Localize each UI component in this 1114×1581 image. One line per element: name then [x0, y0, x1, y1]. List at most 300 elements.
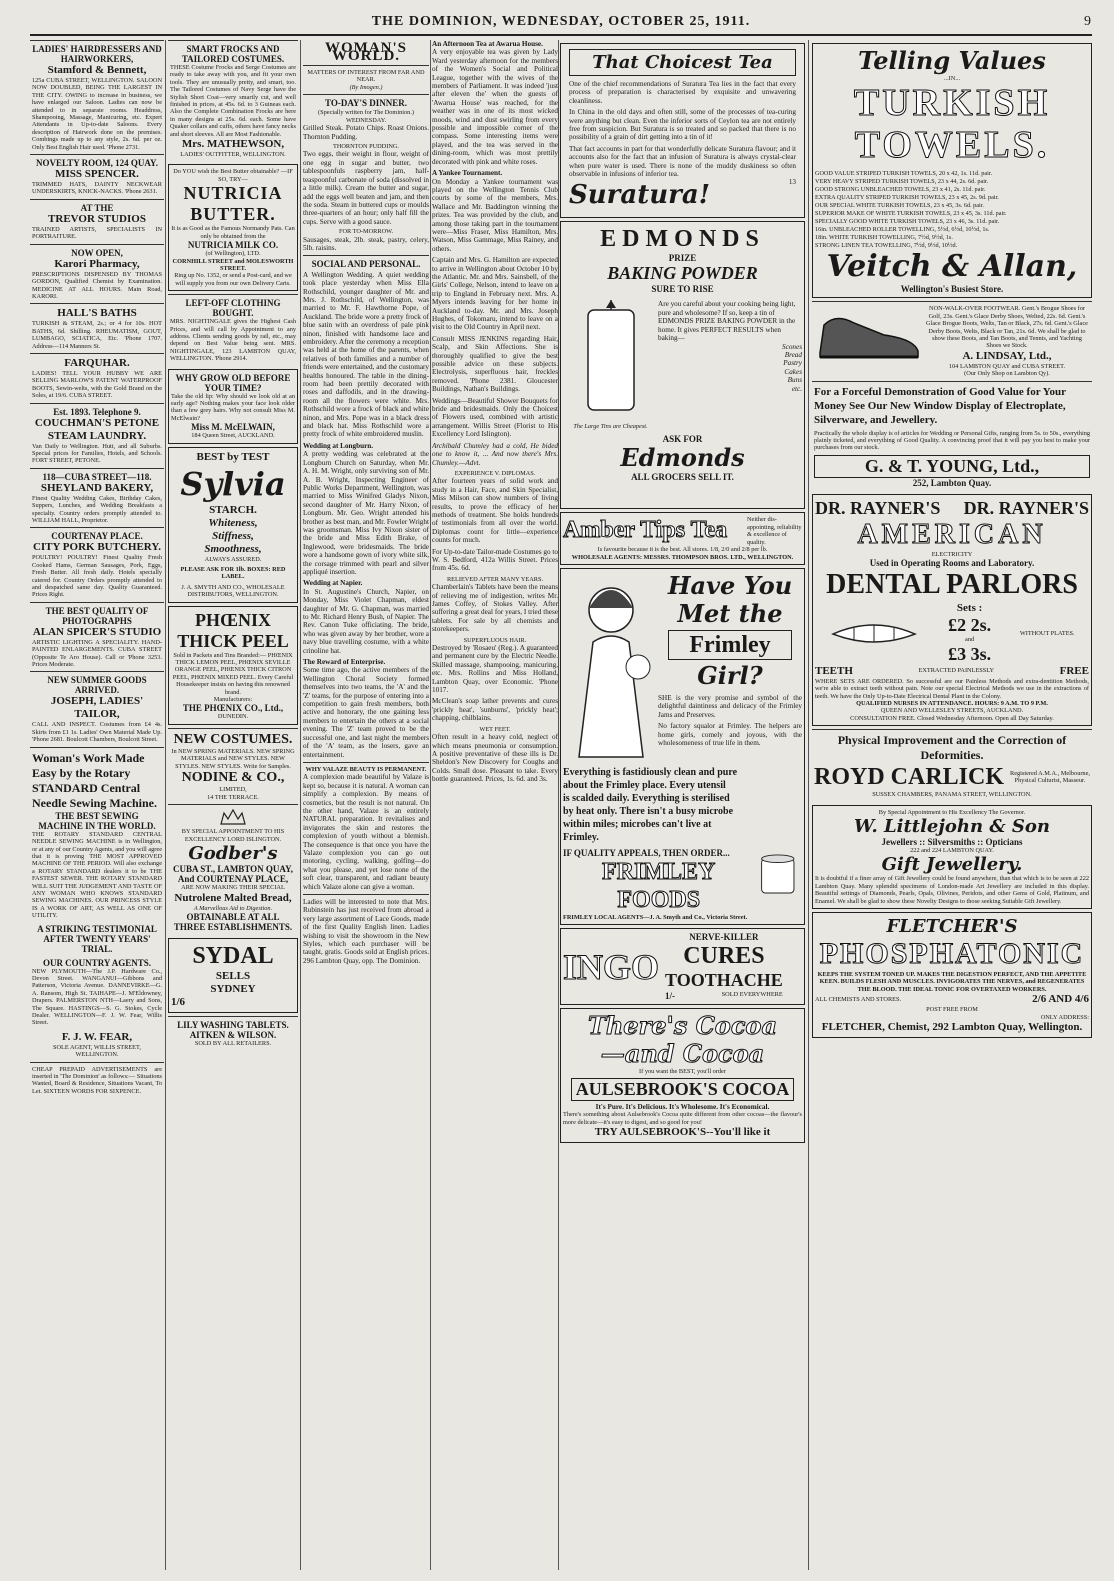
sylvia-line-1: Whiteness,	[208, 516, 258, 529]
amber-side: Neither dis-appointing, reliability & excellence of quality.	[747, 516, 802, 546]
ingo-tooth: TOOTHACHE	[665, 970, 783, 991]
sylvia-starch-ad	[168, 447, 298, 603]
fletcher-only: ONLY ADDRESS:	[1040, 1013, 1089, 1021]
towel-price-item: GOOD STRONG UNBLEACHED TOWELS, 23 x 41, 2s. 11d. pair.	[815, 186, 986, 194]
tomorrow-body: Sausages, steak, 2lb. steak, pastry, celery, 5lb. raisins.	[303, 235, 429, 252]
relieved-title: RELIEVED AFTER MANY YEARS.	[446, 575, 544, 583]
frimley-banner-4: by heat only. There isn't a busy microbe	[563, 805, 734, 817]
edmonds-item: Scones	[782, 342, 802, 351]
column-rule	[165, 40, 166, 1570]
column-rule	[808, 40, 809, 1570]
awarua-body: A very enjoyable tea was given by Lady Ward yesterday afternoon for the members of the Women's Social and Political League, together with the wives of the members of Parliament. It was indeed 'just after eleven the' when the guests of 'Awarua House' was reached, for the weather was in one of its most wicked moods, wind and dust swirling from every possible and impossible corner of the compass. Some interesting items were played, and the tea was served in the dining-room, which was most prettily decorated with pink and white roses.	[432, 48, 558, 166]
classified-ad-body: CALL AND INSPECT. Costumes from £4 4s. Skirts from £1 1s. Ladies' Own Material Made Up. 'Phone 2681. Boulcott Chambers, Boulcott Street.	[32, 721, 162, 744]
napier-title: Wedding at Napier.	[303, 579, 363, 588]
rayner-and: and	[965, 636, 975, 644]
cocoa-line-2: —and Cocoa	[600, 1039, 765, 1069]
frimley-banner-3: is scalded daily. Everything is sterilised	[563, 792, 730, 804]
longburn-title: Wedding at Longburn.	[303, 441, 374, 450]
classified-ad-body: TRIMMED HATS, DAINTY NECKWEAR UNDERSKIRTS, KNICK-NACKS. 'Phone 2631.	[32, 181, 162, 196]
littlejohn-trades: Jewellers :: Silversmiths :: Opticians	[881, 836, 1023, 847]
sylvia-line-2: Stiffness,	[212, 529, 254, 542]
towel-price-item: SUPERIOR MAKE OF WHITE TURKISH TOWELS, 23 x 45, 3s. 11d. pair.	[815, 210, 1007, 218]
social-body: A Wellington Wedding. A quiet wedding took place yesterday when Miss Ella Rothschild, younger daughter of Mr. and Mrs. J. Rothschild, of Wellington, was married to Mr. F. Hawthorne Pope, of Auckland. The bride wore a pretty frock of blue satin with an overdress of pale pink ninon, finished with handsome lace and embroidery. After the ceremony a reception was held at the home of the parents, when relatives of both families and a number of friends were entertained, and the customary healths honoured. The table in the dining-room had been prettily decorated with roses and daffodils, and in the drawing-room all the flowers were white. Mrs. Rothschild wore a frock of black and white ninon, and Mrs. Pope was in a black dress and black hat. Miss Rothschild wore a pretty frock of white embroidered muslin.	[303, 270, 429, 439]
womans-world-sub: MATTERS OF INTEREST FROM FAR AND NEAR.	[307, 68, 425, 84]
classified-ad-body: Van Daily to Wellington. Hutt, and all Suburbs. Special prices for Families, Hotels, and Schools. FORT STREET, PETONE.	[32, 442, 162, 465]
valaze-body: A complexion made beautiful by Valaze is kept so, because it is natural. A woman can simplify a complexion. By means of cosmetics, but the result is not natural. On the other hand, Valaze is an entirely NATURAL preparation. It revitalises and invigorates the skin and restores the complexion of youth without a blemish. The consequence is that once you have the Valaze complexion you can go out motoring, cycling, walking, golfing—do what you please, and yet lose none of the soft clear, transparent, and radiant beauty which Valaze alone can give a woman.	[303, 773, 429, 891]
fletcher-stores: ALL CHEMISTS AND STORES.	[815, 995, 902, 1003]
nutricia-body: It is as Good as the Famous Normandy Pats. Can only be obtained from the	[171, 225, 295, 240]
jenkins-notice: Consult MISS JENKINS regarding Hair, Scalp, and Skin Affections. She is thoroughly qualified to give the best possible advice on these subjects. Electrolysis, superfluous hair, freckles removed. 'Phone 2381. Gloucester Buildings, Nathan's Buildings.	[432, 334, 558, 394]
wetfeet-title: WET FEET.	[479, 725, 511, 733]
edmonds-item: Buns	[787, 376, 802, 385]
littlejohn-name: W. Littlejohn & Son	[854, 815, 1050, 837]
mcelwain-name: Miss M. McELWAIN,	[191, 422, 275, 433]
superfluous-title: SUPERFLUOUS HAIR.	[463, 636, 527, 644]
classified-ad-title: CITY PORK BUTCHERY.	[32, 541, 162, 554]
classified-ad-sub: AT THE	[80, 202, 114, 213]
sylvia-maker: J. A. SMYTH AND CO., WHOLESALE DISTRIBUTORS, WELLINGTON.	[181, 583, 285, 599]
agents-list: NEW PLYMOUTH—The J.P. Hardware Co., Devon Street. WANGANUI—Gibbons and Patterson, Victoria Avenue. DANNEVIRKE—G. A. Ransom, High St. TAIHAPE—J. M'Eldowney, Drapers. PALMERSTON NTH—Laery and Sons, The Square. HASTINGS—S. G. Stokes, Cycle Dealer. WELLINGTON—F. J. W. Fear, Willis Street.	[32, 967, 162, 1027]
littlejohn-addr: 222 and 224 LAMBTON QUAY.	[910, 846, 994, 854]
suratura-logo: Suratura!	[569, 180, 711, 211]
superfluous-body: Destroyed by 'Rosaeu' (Reg.). A guaranteed and permanent cure by the Electric Needle. Skilled massage, shampooing, manicuring, etc. Mrs. Rollins and Miss Holland, Lambton Quay, over Economic. 'Phone 1017.	[432, 644, 558, 695]
awarua-title: An Afternoon Tea at Awarua House.	[432, 40, 543, 48]
frimley-appeal: IF QUALITY APPEALS, THEN ORDER...	[563, 847, 730, 858]
rayner-dental-ad	[812, 494, 1092, 726]
tomorrow-heading: FOR TO-MORROW.	[338, 228, 394, 236]
womans-work-title: Woman's Work Made Easy by the Rotary STANDARD Central Needle Sewing Machine.	[32, 750, 157, 810]
frimley-q2: Met the	[677, 598, 783, 628]
classified-ad-sub: COURTENAY PLACE.	[51, 531, 143, 542]
classified-ad-body: LADIES! TELL YOUR HUBBY WE ARE SELLING MARLOW'S PATENT WATERPROOF BOOTS, Sewin-welts, with the Gold Brand on the Soles, at 19/6. CUBA STREET.	[32, 369, 162, 400]
nodine-addr: 14 THE TERRACE.	[207, 793, 259, 801]
lily-tablets-ad	[168, 1016, 298, 1050]
classified-ad	[30, 199, 164, 244]
frimley-banner-5: within miles; microbes can't live at	[563, 818, 712, 830]
nutricia-co-sub: (of Wellington), LTD.	[205, 250, 261, 258]
carlick-reg: Registered A.M.A., Melbourne, Physical Culturist, Masseur.	[1010, 769, 1090, 785]
dinner-sub: (Specially written for The Dominion.)	[318, 109, 414, 117]
agents-title: OUR COUNTRY AGENTS.	[42, 957, 152, 968]
napier-body: In St. Augustine's Church, Napier, on Monday, Miss Violet Chapman, eldest daughter of Mr. G. Chapman, was married to Mr. Richard Henry Bush, of Napier. The Rev. Canon Tuke officiating. The bride, who was given away by her brother, wore a navy blue travelling costume, with a white crinoline hat.	[303, 587, 429, 655]
amber-tips-ad	[560, 512, 805, 564]
fletcher-post: POST FREE FROM	[926, 1006, 978, 1014]
edmonds-powder: BAKING POWDER	[607, 263, 758, 284]
classified-ad	[30, 602, 164, 672]
womans-work-sub: THE BEST SEWING MACHINE IN THE WORLD.	[38, 810, 156, 831]
frimley-ad	[560, 568, 805, 925]
tea-body-2: In China in the old days and often still, some of the processes of tea-curing were anything but clean. Even the inferior sorts of Ceylon tea are not entirely free from suspicion. But Suratura is so treated and so packed that there is no possibility of a grain of dirt getting into a tin of it!	[569, 108, 796, 142]
classified-ad-sub: NOW OPEN,	[71, 247, 123, 258]
littlejohn-appt: By Special Appointment to His Excellency The Governor.	[878, 808, 1026, 816]
edmonds-name: EDMONDS	[600, 226, 765, 253]
thornton-recipe: Two eggs, their weight in flour, weight of one egg in sugar and butter, two tablespoonfuls raspberry jam, half-teaspoonful carbonate of soda (dissolved in a little milk). Cream the butter and sugar, add the eggs well beaten and jam, and then the soda. Steam in buttered cups or moulds three-quarters of an hour; only half fill the cups. Serve with a good sauce.	[303, 150, 429, 226]
frimley-q3: Frimley	[668, 630, 792, 660]
grow-old-title: WHY GROW OLD BEFORE YOUR TIME?	[175, 372, 291, 393]
edmonds-items	[658, 343, 802, 393]
column-2	[168, 40, 298, 1570]
leftoff-title: LEFT-OFF CLOTHING BOUGHT.	[185, 298, 281, 319]
sylvia-always: ALWAYS ASSURED.	[204, 555, 262, 563]
towel-price-item: STRONG LINEN TEA TOWELLING, 7½d, 9½d, 10½d.	[815, 242, 958, 250]
sydal-price: 1/6	[171, 995, 186, 1008]
classified-ad-title: SHEYLAND BAKERY,	[40, 481, 154, 494]
cheap-advertisements: CHEAP PREPAID ADVERTISEMENTS are inserted in 'The Dominion' as follows:— Situations Wanted, Board & Residence, Situations Vacant, To Let. SIXTEEN WORDS FOR SIXPENCE.	[30, 1062, 164, 1099]
sydal-ad	[168, 938, 298, 1013]
nodine-ad	[168, 728, 298, 804]
carlick-head: Physical Improvement and the Correction of Deformities.	[837, 733, 1067, 763]
sylvia-pre: BEST by TEST	[196, 450, 270, 463]
amber-line: Is favourite because it is the best. All stores. 1/8, 2/0 and 2/8 per lb.	[597, 546, 768, 554]
nutricia-pre: Do YOU wish the Best Butter obtainable? —IF SO, TRY—	[173, 168, 293, 183]
lindsay-note: (Our Only Shop on Lambton Qy).	[964, 370, 1050, 378]
edmonds-item: etc.	[791, 384, 802, 393]
frimley-text: SHE is the very promise and symbol of the delightful daintiness and delicacy of the Frimley Jams and Preserves.	[658, 693, 802, 719]
thornton-heading: THORNTON PUDDING.	[332, 143, 399, 151]
amber-title: Amber Tips Tea	[563, 517, 728, 544]
fear-name: F. J. W. FEAR,	[61, 1030, 133, 1043]
ingo-cures: CURES	[683, 943, 765, 970]
sydal-title: SYDAL	[192, 942, 274, 969]
phoenix-co: THE PHŒNIX CO., Ltd.,	[182, 703, 284, 714]
towel-price-item: GOOD VALUE STRIPED TURKISH TOWELS, 20 x 42, 1s. 11d. pair.	[815, 170, 993, 178]
classified-ad-sub: THE BEST QUALITY OF PHOTOGRAPHS	[45, 605, 149, 626]
lindsay-addr: 104 LAMBTON QUAY and CUBA STREET.	[948, 362, 1066, 370]
frimley-banner-2: about the Frimley place. Every utensil	[563, 779, 726, 791]
young-firm: G. & T. YOUNG, Ltd.,	[814, 455, 1090, 478]
classified-ad-title: Karori Pharmacy,	[54, 257, 140, 270]
phoenix-makers: Manufacturers:	[213, 696, 253, 704]
ingo-price: 1/-	[665, 991, 676, 1002]
classified-ad-title: ALAN SPICER'S STUDIO	[32, 625, 162, 638]
frimley-q4: Girl?	[697, 660, 763, 690]
fletcher-body: KEEPS THE SYSTEM TONED UP. MAKES THE DIGESTION PERFECT, AND THE APPETITE KEEN. BUILDS FLESH AND MUSCLES. INVIGORATES THE NERVES, and REGENERATES THE BLOOD. THE IDEAL TONIC FOR OVERTAXED WORKERS.	[817, 970, 1087, 993]
carlick-addr: SUSSEX CHAMBERS, PANAMA STREET, WELLINGTON.	[872, 791, 1032, 799]
fletcher-head: FLETCHER'S	[886, 915, 1018, 937]
masthead-title: THE DOMINION, WEDNESDAY, OCTOBER 25, 1911.	[371, 14, 751, 29]
classified-ad-body: TURKISH & STEAM, 2s.; or 4 for 10s. HOT BATHS, 6d. Shilling. RHEUMATISM, GOUT, LUMBAGO, SCIATICA, Etc. 'Phone 1707. Address—114 Manners St.	[32, 320, 162, 350]
classified-ad	[30, 154, 164, 199]
godber-body: ARE NOW MAKING THEIR SPECIAL	[181, 884, 285, 892]
classified-ad-title: JOSEPH, LADIES' TAILOR,	[50, 695, 144, 721]
tea-body-3: That fact accounts in part for that wonderfully delicate Suratura flavour; and it accounts also for the fact that an infusion of Suratura is always crystal-clear when pure water is used. There is none of the muddy duskiness so often observable in infusions of inferior tea.	[569, 144, 796, 179]
longburn-body: A pretty wedding was celebrated at the Longburn Church on Saturday, when Mr. A. H. M. Wright, only surviving son of Mr. A. B. Wright, Inspecting Engineer of Public Works Department, Wellington, was married to Miss Winifred Gladys Nixon, second daughter of Mr. Harry Nixon, of Longburn. Mr. Geo. Wright attended his brother as best man, and Mr. Fowler Wright was groomsman. Miss Ivy Nixon sister of the bride and Miss Edith Brake, of Inglewood, were bridesmaids. The bride wore a handsome gown of ivory white silk, the corsage trimmed with pearl and silver appliqué insertion.	[303, 450, 429, 576]
rayner-h2: DR. RAYNER'S	[963, 497, 1089, 518]
dinner-day: WEDNESDAY.	[345, 116, 387, 124]
ingo-sold: SOLD EVERYWHERE	[721, 991, 783, 999]
cocoa-line-1: There's Cocoa	[588, 1011, 777, 1041]
nodine-body: In NEW SPRING MATERIALS. NEW SPRING MATERIALS and NEW STYLES. NEW STYLES. NEW STYLES. Write for Samples.	[171, 747, 295, 770]
womans-world-title: WOMAN'S WORLD.	[303, 40, 429, 66]
mclean-notice: McClean's soap lather prevents and cures 'prickly heat', 'sunburns', 'prickly heat'; chapping, chilblains.	[432, 697, 558, 723]
classified-ad-body: TRAINED ARTISTS, SPECIALISTS IN PORTRAITURE.	[32, 225, 162, 241]
edmonds-item: Cakes	[784, 367, 802, 376]
mcelwain-ad	[168, 369, 298, 444]
littlejohn-gift: Gift Jewellery.	[881, 854, 1023, 876]
womans-work-body: THE ROTARY STANDARD CENTRAL NEEDLE SEWING MACHINE is in Wellington, or at any of our Country Agents, and you will agree that it is proving THE MOST APPROVED MACHINE OF THE PERIOD. Will also exchange a ROTARY STANDARD dealers it to be THE FASTEST SEWER. THE ROTARY STANDARD WILL SUIT THE JUDGEMENT AND TASTE OF ANY WOMAN WHO KNOWS STANDARD SEWING MACHINES. OUR PRINCESS STYLE IS A WORK OF ART, AS WELL AS ONE OF UTILITY.	[32, 830, 162, 920]
aitken-name: AITKEN & WILSON.	[189, 1029, 277, 1040]
towel-price-item: 18in. WHITE TURKISH TOWELLING, 7½d, 9½d, 1s.	[815, 234, 953, 242]
sydal-sydney: SYDNEY	[210, 982, 256, 995]
valaze-title: WHY VALAZE BEAUTY IS PERMANENT.	[305, 765, 427, 773]
rayner-extracted: EXTRACTED PAINLESSLY	[918, 667, 995, 675]
young-addr: 252, Lambton Quay.	[912, 477, 992, 488]
ingo-nerve: NERVE-KILLER	[689, 932, 759, 943]
wetfeet-body: Often result in a heavy cold, neglect of which means pneumonia or consumption. A positive preventative of these ills is Dr. Sheldon's New Discovery for Coughs and Colds. Small dose. Pleasant to take. Every bottle guaranteed. Prices, 1s. 6d. and 3s.	[432, 733, 558, 784]
ingo-name: INGO	[563, 946, 660, 987]
column-6	[812, 40, 1092, 1570]
godber-title: Godber's	[188, 843, 278, 865]
tea-title: That Choicest Tea	[569, 49, 796, 76]
rayner-used: Used in Operating Rooms and Laboratory.	[869, 558, 1035, 569]
cocoa-try: TRY AULSEBROOK'S--You'll like it	[594, 1125, 771, 1138]
edmonds-logo: Edmonds	[620, 443, 745, 473]
rayner-sets: Sets :	[956, 602, 983, 615]
experience-title: EXPERIENCE V. DIPLOMAS.	[454, 469, 536, 477]
edmonds-ask: ASK FOR	[662, 434, 703, 445]
classified-ad	[30, 303, 164, 353]
lindsay-ad	[812, 301, 1092, 380]
royal-crest-icon	[218, 808, 248, 826]
reward-body: Some time ago, the active members of the Wellington Choral Society formed themselves into two teams, the 'A' and the 'Z' teams, for the purpose of entering into a competition to gain fresh members, both active and honorary, the one gaining less members to entertain the others at a social evening. The 'Z' team proved to be the successful one, and last night the members of the 'A' team, as the losers, gave an entertainment.	[303, 666, 429, 759]
rayner-p1: £2 2s.	[948, 615, 992, 636]
classified-ad-body: ARTISTIC LIGHTING A SPECIALITY. HAND-PAINTED ENLARGEMENTS. CUBA STREET (Opposite Te Aro House). Call or 'Phone 3253. Prices Moderate.	[32, 638, 162, 669]
relieved-body: Chamberlain's Tablets have been the means of relieving me of indigestion, writes Mr. James Coffey, of Stokes Valley. After suffering a great deal for years, I tried these tablets. For sale by all chemists and storekeepers.	[432, 583, 558, 634]
aulsebrook-cocoa-ad	[560, 1008, 805, 1143]
testimonial-title: A STRIKING TESTIMONIAL AFTER TWENTY YEARS' TRIAL.	[37, 923, 157, 954]
rayner-nurses: QUALIFIED NURSES IN ATTENDANCE. HOURS: 9 A.M. TO 9 P.M.	[856, 699, 1048, 707]
classified-ad-title: TREVOR STUDIOS	[48, 212, 146, 225]
edmonds-ad	[560, 221, 805, 509]
nutricia-addr: CORNHILL STREET and MOLESWORTH STREET.	[172, 257, 294, 272]
cocoa-want: If you want the BEST, you'll order	[639, 1068, 726, 1076]
nightingale-ad	[168, 294, 298, 365]
column-rule	[430, 40, 431, 1570]
sylvia-logo: Sylvia	[180, 464, 286, 503]
edmonds-item: Bread	[784, 350, 802, 359]
godber-pre: BY SPECIAL APPOINTMENT TO HIS EXCELLENCY LORD ISLINGTON.	[181, 828, 285, 843]
column-3	[303, 40, 429, 1570]
bouquets-notice: Weddings—Beautiful Shower Bouquets for bride and bridesmaids. Only the Choicest of Flowers used, combined with artistic arrangement. Willis Street (Florist to His Excellency Lord Islington).	[432, 396, 558, 439]
towels-t4: TOWELS.	[854, 124, 1050, 167]
womans-work-ad	[30, 747, 164, 1062]
edmonds-prize: PRIZE	[668, 253, 697, 264]
lindsay-text: NON-WALK-OVER FOOTWEAR. Gent.'s Brogue Shoes for Golf, 23s. Gent.'s Glace Derby Shoes, Welted, 22s. 6d. Gent.'s Glace Brogue Boots, Welts, Tan or Black, 27s. 6d. Gent.'s Glace Derby Boots, Welts, Black or Tan, 21s. 6d. We shall be glad to show these Boots, and Tan Boots, and Tennis, and Yachting Shoes we Stock.	[926, 305, 1088, 350]
frimley-banner-1: Everything is fastidiously clean and pure	[563, 766, 738, 778]
rayner-p2: £3 3s.	[948, 643, 992, 664]
cocoa-props: It's Pure. It's Delicious. It's Wholesome. It's Economical.	[595, 1102, 770, 1111]
edmonds-grocers: ALL GROCERS SELL IT.	[631, 472, 734, 483]
towels-t1: Telling Values	[858, 46, 1046, 75]
rayner-h1: DR. RAYNER'S	[815, 497, 941, 518]
phoenix-peel-ad	[168, 606, 298, 725]
godber-foot: OBTAINABLE AT ALL THREE ESTABLISHMENTS.	[173, 911, 293, 932]
rayner-arch: AMERICAN	[857, 518, 1047, 550]
classified-ad	[30, 403, 164, 468]
classified-ad-sub: NEW SUMMER GOODS ARRIVED.	[47, 675, 147, 696]
lindsay-name: A. LINDSAY, Ltd.,	[962, 349, 1052, 362]
baking-powder-tin-icon	[576, 300, 646, 420]
veitch-tag: Wellington's Busiest Store.	[900, 284, 1004, 295]
towel-price-item: 16in. UNBLEACHED ROLLER TOWELLING, 5½d, 6½d, 10½d, 1s.	[815, 226, 990, 234]
lily-title: LILY WASHING TABLETS.	[177, 1019, 289, 1030]
towel-price-list	[815, 170, 1089, 250]
rayner-without: WITHOUT PLATES.	[1019, 629, 1075, 637]
jam-tin-icon	[754, 848, 802, 898]
towels-t3: TURKISH	[853, 82, 1051, 125]
edmonds-text: Are you careful about your cooking being light, pure and wholesome? If so, keep a tin of EDMONDS PRIZE BAKING POWDER in the home. It gives PERFECT RESULTS when baking—	[658, 300, 796, 343]
nutricia-ad	[168, 164, 298, 291]
frimley-text-2: No factory squalor at Frimley. The helpers are home girls, comely and joyous, with the wholesomeness of true life in them.	[658, 722, 802, 747]
veitch-allan-ad	[812, 43, 1092, 298]
mcelwain-addr: 184 Queen Street, AUCKLAND.	[191, 432, 275, 440]
aitken-sub: SOLD BY ALL RETAILERS.	[194, 1039, 272, 1047]
edmonds-sure: SURE TO RISE	[651, 284, 714, 295]
personal-notes: Captain and Mrs. G. Hamilton are expected to arrive in Wellington about October 10 by the Atlantic. Mr. and Mrs. Sainsbell, of the Girls' College, Nelson, intend to leave on a trip to England in February next. Mrs. A. Myers intends leaving for her home in Auckland to-day. Mr. and Mrs. Joseph Hughes, of Tokomaru, intend to leave on a visit to the Old Country in April next.	[432, 256, 558, 332]
nodine-co: NODINE & CO.,	[181, 770, 285, 786]
frimley-banner-6: Frimley.	[563, 831, 599, 843]
fletcher-price: 2/6 AND 4/6	[1032, 993, 1089, 1006]
sylvia-line-3: Smoothness,	[204, 542, 262, 555]
frimley-q1: Have You	[667, 570, 793, 600]
shoe-icon	[814, 305, 924, 365]
sydal-sells: SELLS	[215, 969, 251, 982]
grow-old-body: Take the old lip: Why should we look old at an early age? Nothing makes your face look older than a few grey hairs. Why not consult Miss M. McElwain?	[171, 392, 295, 422]
frimley-girl-illustration-icon	[563, 572, 658, 762]
towel-price-item: VERY HEAVY STRIPED TURKISH TOWELS, 23 x 44, 2s. 6d. pair.	[815, 178, 989, 186]
fletcher-ad	[812, 912, 1092, 1038]
dinner-menu: Grilled Steak. Potato Chips. Roast Onions. Thornton Pudding.	[303, 124, 429, 141]
nutricia-title: NUTRICIA BUTTER.	[183, 183, 283, 225]
nutricia-foot: Ring up No. 1352, or send a Post-card, and we will supply you from our own Delivery Carts.	[174, 272, 292, 287]
leftoff-body: MRS. NIGHTINGALE gives the Highest Cash Prices, and will call by Appointment to any address. Clients sending goods by rail, etc., may depend on Best Value being sent. MRS. NIGHTINGALE, 123 LAMBTON QUAY, WELLINGTON. 'Phone 2914.	[170, 318, 296, 363]
phoenix-city: DUNEDIN.	[217, 713, 249, 721]
young-body: Practically the whole display is of articles for Wedding or Personal Gifts, ranging from 5s. to 50s., everything plainly ticketed, and everything of Good Quality. A convincing proof that it will pay you best to make your purchases from our stock.	[814, 429, 1090, 452]
classified-ad-sub: LADIES' HAIRDRESSERS AND HAIRWORKERS,	[32, 44, 162, 64]
column-4	[432, 40, 558, 1570]
smart-frocks-body: THESE Costume Frocks and Serge Costumes are ready to take away with you, and fit your own tools. They are unusually pretty, and smart, too. The Tailored Costumes of Navy Serge have the Stylish Short Coat—very smartly cut, and well finished in prices, at 45s. 6d. to 3 Guineas each. Also the Complete Combination Frocks are here in many designs at 25s. 6d. each. Some have Quaker collars and cuffs, others have fancy necks and short sleeves. All are Most Fashionable.	[170, 64, 296, 138]
tailor-notice: For Up-to-date Tailor-made Costumes go to W. S. Bedford, 412a Willis Street. Prices from 45s. 6d.	[432, 547, 558, 573]
classified-ad-title: COUCHMAN'S PETONE STEAM LAUNDRY.	[34, 416, 160, 442]
towel-price-item: EXTRA QUALITY STRIPED TURKISH TOWELS, 23 x 45, 2s. 9d. pair.	[815, 194, 999, 202]
fear-addr: SOLE AGENT, WILLIS STREET, WELLINGTON.	[53, 1043, 141, 1059]
dentures-icon	[829, 620, 919, 646]
suratura-tea-ad	[560, 43, 805, 218]
amber-agents: WHOLESALE AGENTS: MESSRS. THOMPSON BROS. LTD., WELLINGTON.	[571, 553, 794, 561]
godber-tag: A Marvellous Aid to Digestion.	[193, 904, 273, 912]
cocoa-small: There's something about Aulsebrook's Cocoa quite different from other cocoas—the flavour's more delicate—it's easy to digest, and so good for you!	[563, 1111, 802, 1126]
dinner-heading: TO-DAY'S DINNER.	[324, 98, 408, 109]
mathewson-ad	[168, 40, 298, 161]
carlick-ad	[812, 729, 1092, 801]
smart-frocks-title: SMART FROCKS AND TAILORED COSTUMES.	[181, 44, 285, 64]
fletcher-address: FLETCHER, Chemist, 292 Lambton Quay, Wellington.	[821, 1021, 1083, 1033]
column-1	[30, 40, 164, 1570]
edmonds-tin-label: The Large Tins are Cheapest.	[573, 422, 648, 430]
godber-addr: CUBA ST., LAMBTON QUAY, And COURTENAY PLACE,	[172, 864, 294, 885]
towel-price-item: SPECIALLY GOOD WHITE TURKISH TOWELS, 23 x 46, 3s. 11d. pair.	[815, 218, 1000, 226]
classified-ad-title: FARQUHAR.	[64, 356, 130, 369]
ladies-note: Ladies will be interested to note that Mrs. Rubinstein has just received from abroad a very large assortment of Lace Goods, made of the first Quality English linen. Ladies wishing to visit the showroom in the New Styles, which each purchaser will be taught, gratis. Goods sold at English prices. 296 Lambton Quay, opp. The Dominion.	[303, 898, 429, 965]
nodine-title: NEW COSTUMES.	[173, 731, 293, 747]
frimley-agents: FRIMLEY LOCAL AGENTS—J. A. Smyth and Co., Victoria Street.	[563, 913, 748, 921]
classified-ad	[30, 244, 164, 304]
classified-ads	[30, 40, 164, 747]
page-number: 9	[1084, 14, 1092, 29]
tea-number: 13	[788, 178, 796, 187]
ingo-ad	[560, 928, 805, 1005]
rayner-free: FREE	[1059, 664, 1089, 677]
phoenix-title: PHŒNIX THICK PEEL	[177, 609, 289, 651]
fletcher-name: PHOSPHATONIC	[819, 936, 1085, 970]
young-head: For a Forceful Demonstration of Good Value for Your Money See Our New Window Display of Electroplate, Silverware, and Jewellery.	[814, 385, 1066, 426]
carlick-name: ROYD CARLICK	[814, 764, 1005, 791]
cocoa-name: AULSEBROOK'S COCOA	[571, 1078, 794, 1101]
social-heading: SOCIAL AND PERSONAL.	[311, 259, 421, 270]
classified-ad-body: POULTRY! POULTRY! Finest Quality Fresh Cooked Hams, German Sausages, Pork, Eggs, Fresh Butter. All fresh daily. Hotels specially catered for. Country Orders promptly attended to and despatched same day. Quality Guaranteed. Prices Right.	[32, 554, 162, 599]
archibald-verse: Archibald Chumley had a cold, He bided one to know it, ... And now there's Mrs. Chumley.—Advt.	[432, 441, 558, 467]
classified-ad-body: 125a CUBA STREET, WELLINGTON. SALOON NOW DOUBLED, BEING THE LARGEST IN THE CITY. OWING to increase in business, we have enlarged our Saloon. Ladies can now be attended to in separate rooms. Headdress, Shampooing, Massage, Manicuring, etc. Expert Attendants in Up-to-date Saloons. Every description of Hairwork done on the premises. Combings made up to any style, 2s. 6d. per oz. Only Best English Hair used. 'Phone 2731.	[32, 77, 162, 151]
rayner-dental: DENTAL PARLORS	[826, 569, 1078, 601]
mathewson-name: Mrs. MATHEWSON,	[181, 138, 285, 151]
classified-ad-title: MISS SPENCER.	[55, 168, 139, 181]
godber-ad	[168, 804, 298, 935]
byline: (By Imogen.)	[349, 83, 383, 91]
yankee-title: A Yankee Tournament.	[432, 169, 503, 178]
classified-ad-body: Finest Quality Wedding Cakes, Birthday Cakes, Suppers, Lunches, and Wedding Breakfasts a specialty. Country orders promptly attended to. WILLIAM HALL, Proprietor.	[32, 494, 162, 524]
classified-ad-title: Stamford & Bennett,	[47, 64, 147, 76]
classified-ad	[30, 40, 164, 154]
rayner-teeth: TEETH	[815, 664, 853, 677]
reward-title: The Reward of Enterprise.	[303, 658, 386, 667]
edmonds-item: Pastry	[783, 359, 802, 368]
nutricia-co: NUTRICIA MILK CO.	[187, 240, 279, 251]
experience-body: After fourteen years of solid work and study in a Hair, Face, and Skin Specialist, Miss Milson can show numbers of living results, to prove the efficacy of her methods of treatment. She holds hundreds of testimonials from all over the world. Diplomas count for little—experience counts for much.	[432, 477, 558, 545]
classified-ad	[30, 527, 164, 601]
frimley-foods: FRIMLEY FOODS	[602, 858, 716, 913]
masthead	[30, 14, 1092, 36]
column-5	[560, 40, 805, 1570]
classified-ad-title: HALL'S BATHS	[57, 307, 137, 320]
tea-body-1: One of the chief recommendations of Suratura Tea lies in the fact that every process of preparation is characterised by exquisite and unwavering cleanliness.	[569, 80, 796, 105]
rayner-body: WHERE SETS ARE ORDERED. So successful are our Painless Methods and extra-dentition Methods, we're able to extract teeth without pain. Note our special Electrical Methods we use in the extractions of teeth. We have the Only Up-to-Date Electrical Dental Plant in the Colony.	[815, 677, 1089, 700]
classified-ad	[30, 468, 164, 528]
young-ad	[812, 381, 1092, 491]
towel-price-item: OUR SPECIAL WHITE TURKISH TOWELS, 23 x 45, 3s. 6d. pair.	[815, 202, 984, 210]
rayner-elec: ELECTRICITY	[931, 550, 973, 558]
column-rule	[558, 40, 559, 1570]
yankee-body: On Monday a Yankee tournament was played on the Wellington Tennis Club courts by some of the members, Mrs. Wallace and Mr. Baddington winning the prizes. Tea was provided by the club, and among those taking part in the tournament were—Miss Fraser, Miss Hamilton, Mrs. Watson, Miss Gammage, Miss Rainey, and others.	[432, 177, 558, 253]
classified-ad	[30, 671, 164, 746]
phoenix-body: Sold in Packets and Tins Branded:— PHŒNIX THICK LEMON PEEL, PHŒNIX SEVILLE ORANGE PEEL, PHŒNIX THICK CITRON PEEL, PHŒNIX MIXED PEEL. Every Careful Housekeeper insists on having this renowned brand.	[172, 651, 294, 696]
classified-ad-sub: Est. 1893. Telephone 9.	[53, 406, 141, 417]
littlejohn-body: It is doubtful if a finer array of Gift Jewellery could be found anywhere, than that which is to be seen at 222 Lambton Quay. Many splendid specimens of London-made Art Jewellery are included in this display. Beautiful settings of Diamonds, Pearls, Opals, Olivines, Peridots, and other Gems of Gold, Platinum, and Enamel. We shall be glad to show these Novelty Designs to those seeking Suitable Gift Jewellery.	[815, 875, 1089, 905]
littlejohn-ad	[812, 805, 1092, 909]
classified-ad-sub: NOVELTY ROOM, 124 QUAY.	[36, 158, 158, 169]
rayner-consult: CONSULTATION FREE. Closed Wednesday Afternoon. Open all Day Saturday.	[850, 714, 1054, 722]
sylvia-sub: STARCH.	[209, 503, 257, 516]
column-rule	[300, 40, 301, 1570]
classified-ad-body: PRESCRIPTIONS DISPENSED BY THOMAS GORDON, Qualified Chemist by Examination. MEDICINE AT ALL HOURS. Main Road, KARORI.	[32, 270, 162, 300]
mathewson-addr: LADIES' OUTFITTER, WELLINGTON.	[180, 151, 286, 159]
classified-ad	[30, 353, 164, 403]
classified-ad-sub: 118—CUBA STREET—118.	[42, 471, 152, 482]
sylvia-ask: PLEASE ASK FOR 1lb. BOXES: RED LABEL.	[180, 566, 286, 581]
rayner-addr: QUEEN AND WELLESLEY STREETS, AUCKLAND.	[880, 707, 1024, 715]
towels-t2: ...IN...	[943, 75, 961, 82]
godber-product: Nutrolene Malted Bread,	[174, 891, 292, 904]
nodine-sub: LIMITED,	[219, 786, 247, 794]
